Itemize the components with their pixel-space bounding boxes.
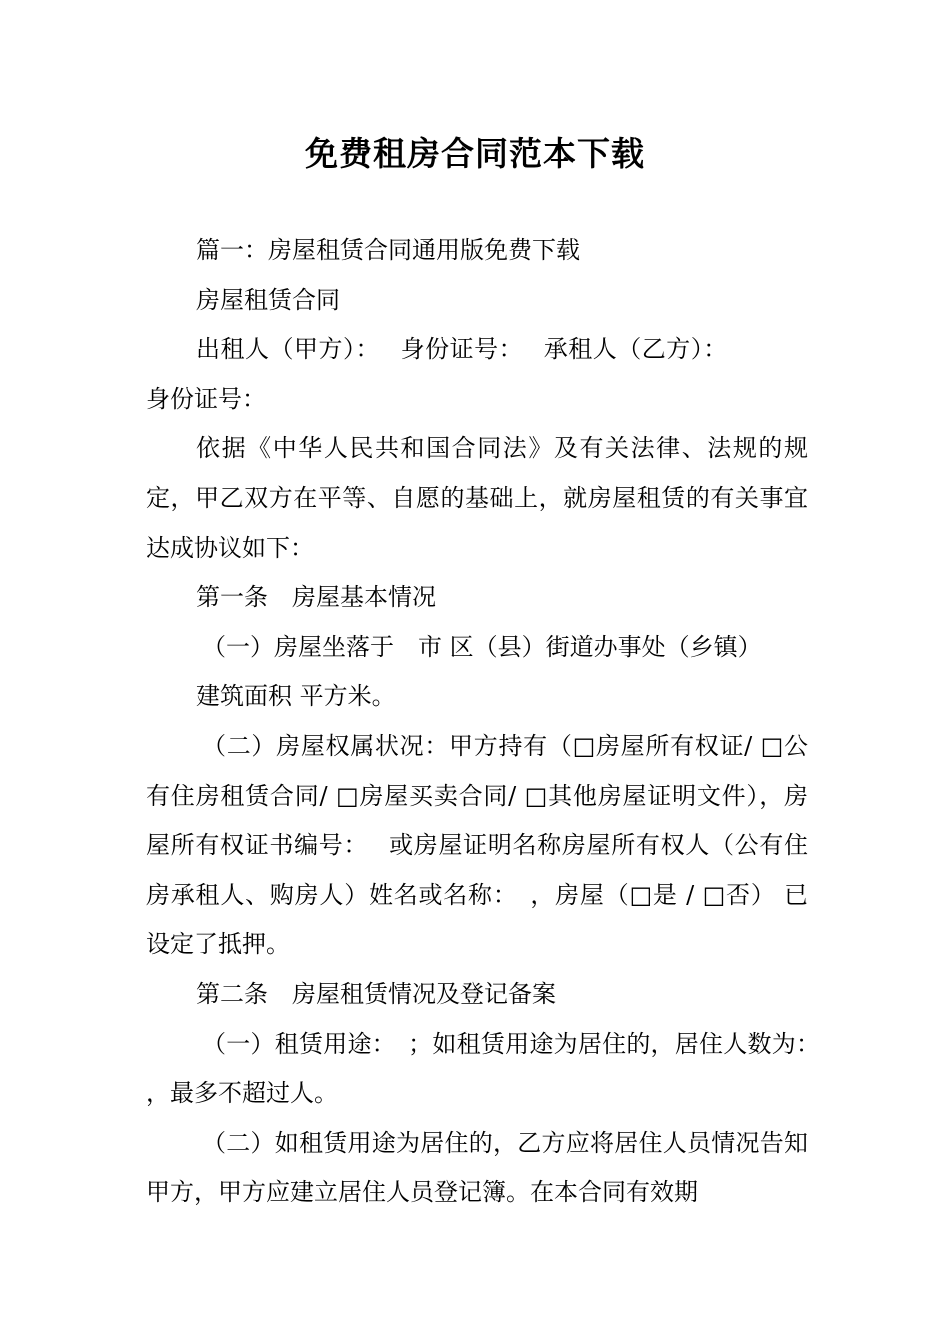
paragraph-section-heading: 篇一：房屋租赁合同通用版免费下载 <box>196 236 580 264</box>
paragraph-article-1-item-1: （一）房屋坐落于 市 区（县）街道办事处（乡镇） <box>202 632 762 661</box>
paragraph-article-2-item-1: （一）租赁用途： ；如租赁用途为居住的，居住人数为： ，最多不超过人。 <box>146 1029 840 1108</box>
document-title: 免费租房合同范本下载 <box>305 134 645 173</box>
paragraph-building-area: 建筑面积 平方米。 <box>196 682 396 711</box>
document-body <box>146 226 840 1218</box>
paragraph-article-1-heading: 第一条 房屋基本情况 <box>196 583 436 612</box>
paragraph-id-number: 身份证号： <box>146 384 266 413</box>
paragraph-article-1-item-2: （二）房屋权属状况：甲方持有（□房屋所有权证/ □公有住房租赁合同/ □房屋买卖合同/ □其他房屋证明文件），房屋所有权证书编号： 或房屋证明名称房屋所有权人（公有住房承租人、购房人）姓名或名称： ，房屋（□是 / □否） 已设定了抵押。 <box>146 731 808 959</box>
paragraph-article-2-item-2: （二）如租赁用途为居住的，乙方应将居住人员情况告知甲方，甲方应建立居住人员登记簿。在本合同有效期 <box>146 1128 808 1207</box>
paragraph-contract-name: 房屋租赁合同 <box>196 285 340 314</box>
paragraph-preamble: 依据《中华人民共和国合同法》及有关法律、法规的规定，甲乙双方在平等、自愿的基础上，就房屋租赁的有关事宜达成协议如下： <box>146 434 808 562</box>
paragraph-parties: 出租人（甲方）： 身份证号： 承租人（乙方）： <box>196 335 728 364</box>
paragraph-article-2-heading: 第二条 房屋租赁情况及登记备案 <box>196 979 556 1008</box>
